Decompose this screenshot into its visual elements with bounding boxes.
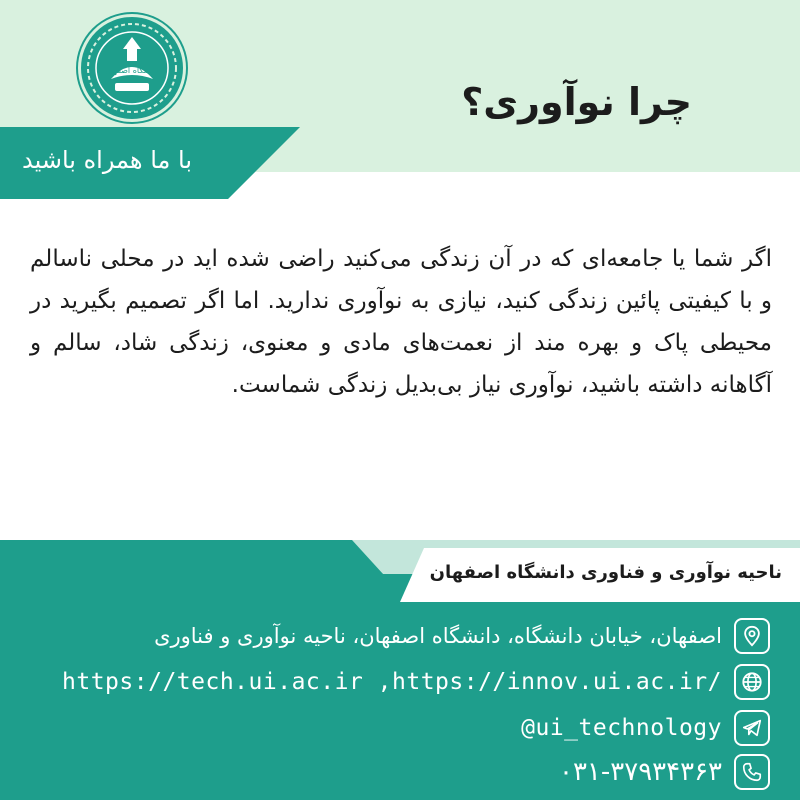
globe-icon (734, 664, 770, 700)
contact-phone-row (559, 753, 770, 791)
telegram-handle[interactable]: @ui_technology (521, 715, 722, 741)
phone-icon (734, 754, 770, 790)
address-text: اصفهان، خیابان دانشگاه، دانشگاه اصفهان، ناحیه نوآوری و فناوری (154, 624, 722, 648)
phone-number[interactable]: ۰۳۱-۳۷۹۳۴۳۶۳ (559, 757, 722, 787)
ribbon-label: با ما همراه باشید (22, 146, 193, 174)
contact-address-row (154, 617, 770, 655)
contact-web-row (62, 663, 770, 701)
location-pin-icon (734, 618, 770, 654)
university-logo (78, 14, 186, 122)
footer-heading: ناحیه نوآوری و فناوری دانشگاه اصفهان (429, 562, 782, 583)
page-title: چرا نوآوری؟ (461, 80, 692, 124)
intro-paragraph: اگر شما یا جامعه‌ای که در آن زندگی می‌کنید راضی شده اید در محلی ناسالم و با کیفیتی پائین زندگی کنید، نیازی به نوآوری ندارید. اما اگر تصمیم بگیرید در محیطی پاک و بهره مند از نعمت‌های مادی و معنوی، زندگی شاد، سالم و آگاهانه داشته باشید، نوآوری نیاز بی‌بدیل زندگی شماست. (30, 246, 772, 398)
logo-text: دانشگاه اصفهان (105, 66, 159, 75)
university-emblem-icon (81, 17, 183, 119)
contact-telegram-row (521, 709, 770, 747)
website-links[interactable]: https://tech.ui.ac.ir ,https://innov.ui.ac.ir/ (62, 669, 722, 695)
telegram-icon (734, 710, 770, 746)
